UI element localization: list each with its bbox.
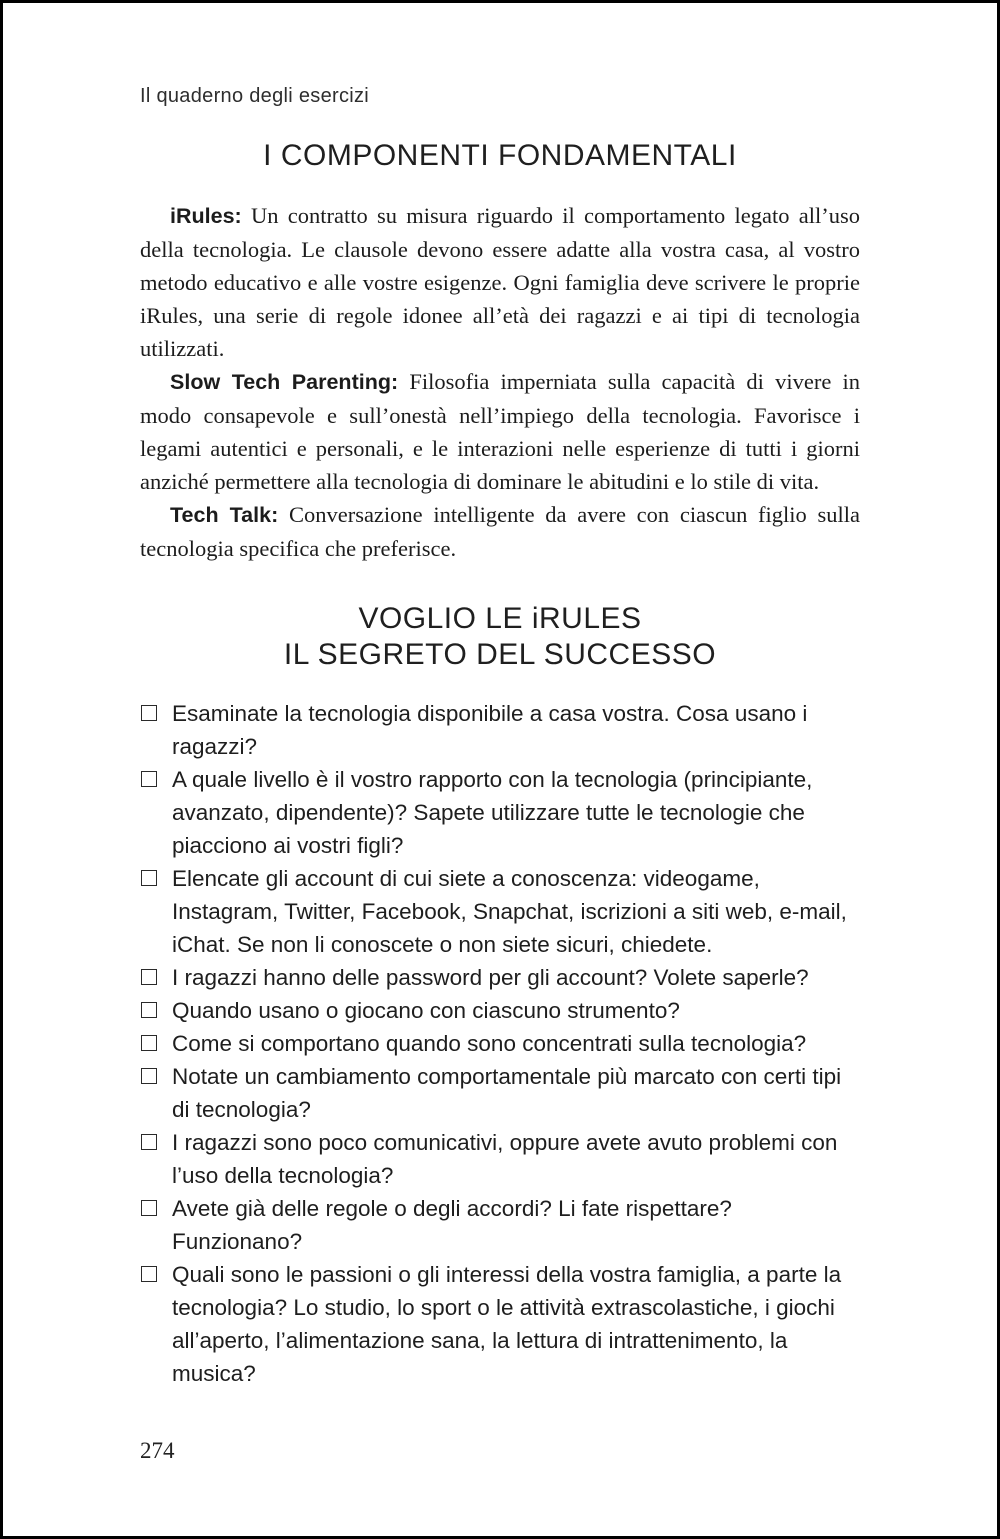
checklist-item [140, 961, 860, 994]
chapter-title: I COMPONENTI FONDAMENTALI [263, 139, 737, 172]
section-heading [140, 601, 860, 673]
intro-paragraphs [140, 199, 860, 565]
checkbox-icon [141, 1266, 157, 1282]
checklist-item [140, 1060, 860, 1126]
checklist-item-text: Notate un cambiamento comportamentale più marcato con certi tipi di tecnologia? [172, 1064, 842, 1122]
running-head: Il quaderno degli esercizi [140, 85, 370, 107]
section-heading-line2: IL SEGRETO DEL SUCCESSO [283, 638, 717, 671]
checkbox-icon [141, 1068, 157, 1084]
checklist-item [140, 1027, 860, 1060]
paragraph-irules [140, 199, 860, 365]
checkbox-icon [141, 969, 157, 985]
paragraph-tech-talk [140, 498, 860, 565]
paragraph-lead: iRules: [170, 204, 242, 228]
checklist-item-text: Quando usano o giocano con ciascuno strumento? [172, 998, 680, 1023]
page-number: 274 [140, 1438, 175, 1463]
checklist-item [140, 1192, 860, 1258]
paragraph-text: Filosofia imperniata sulla capacità di vivere in modo consapevole e sull’onestà nell’impiego della tecnologia. Favorisce i legami autentici e personali, e le interazioni nelle esperienze di tutti i giorni anziché permettere alla tecnologia di dominare le abitudini e lo stile di vita. [140, 369, 860, 494]
paragraph-text: Conversazione intelligente da avere con ciascun figlio sulla tecnologia specifica che preferisce. [140, 502, 860, 561]
paragraph-slow-tech-parenting [140, 365, 860, 498]
checklist-item [140, 1126, 860, 1192]
checkbox-icon [141, 1035, 157, 1051]
paragraph-text: Un contratto su misura riguardo il comportamento legato all’uso della tecnologia. Le clausole devono essere adatte alla vostra casa, al vostro metodo educativo e alle vostre esigenze. Ogni famiglia deve scrivere le proprie iRules, una serie di regole idonee all’età dei ragazzi e ai tipi di tecnologia utilizzati. [140, 203, 861, 361]
checklist-item-text: Quali sono le passioni o gli interessi della vostra famiglia, a parte la tecnologia? Lo studio, lo sport o le attività extrascolastiche, i giochi all’aperto, l’alimentazione sana, la lettura di intrattenimento, la musica? [172, 1262, 842, 1386]
checkbox-icon [141, 1134, 157, 1150]
checklist-item-text: I ragazzi sono poco comunicativi, oppure avete avuto problemi con l’uso della tecnologia? [172, 1130, 838, 1188]
checkbox-icon [141, 1002, 157, 1018]
checklist-item-text: A quale livello è il vostro rapporto con la tecnologia (principiante, avanzato, dipendente)? Sapete utilizzare tutte le tecnologie che piacciono ai vostri figli? [172, 767, 813, 858]
checklist-item [140, 862, 860, 961]
checklist-item [140, 994, 860, 1027]
checklist [140, 697, 860, 1390]
checklist-item [140, 763, 860, 862]
checklist-item-text: Esaminate la tecnologia disponibile a casa vostra. Cosa usano i ragazzi? [172, 701, 808, 759]
checklist-item-text: Come si comportano quando sono concentrati sulla tecnologia? [172, 1031, 807, 1056]
checklist-item-text: Avete già delle regole o degli accordi? Li fate rispettare? Funzionano? [172, 1196, 732, 1254]
checklist-item [140, 1258, 860, 1390]
checkbox-icon [141, 771, 157, 787]
checkbox-icon [141, 705, 157, 721]
checkbox-icon [141, 1200, 157, 1216]
checklist-item-text: I ragazzi hanno delle password per gli account? Volete saperle? [172, 965, 809, 990]
checkbox-icon [141, 870, 157, 886]
paragraph-lead: Tech Talk: [170, 503, 279, 527]
paragraph-lead: Slow Tech Parenting: [170, 370, 399, 394]
checklist-item-text: Elencate gli account di cui siete a conoscenza: videogame, Instagram, Twitter, Facebook, Snapchat, iscrizioni a siti web, e-mail, iChat. Se non li conoscete o non siete sicuri, chiedete. [172, 866, 847, 957]
checklist-item [140, 697, 860, 763]
section-heading-line1: VOGLIO LE iRULES [358, 602, 642, 635]
